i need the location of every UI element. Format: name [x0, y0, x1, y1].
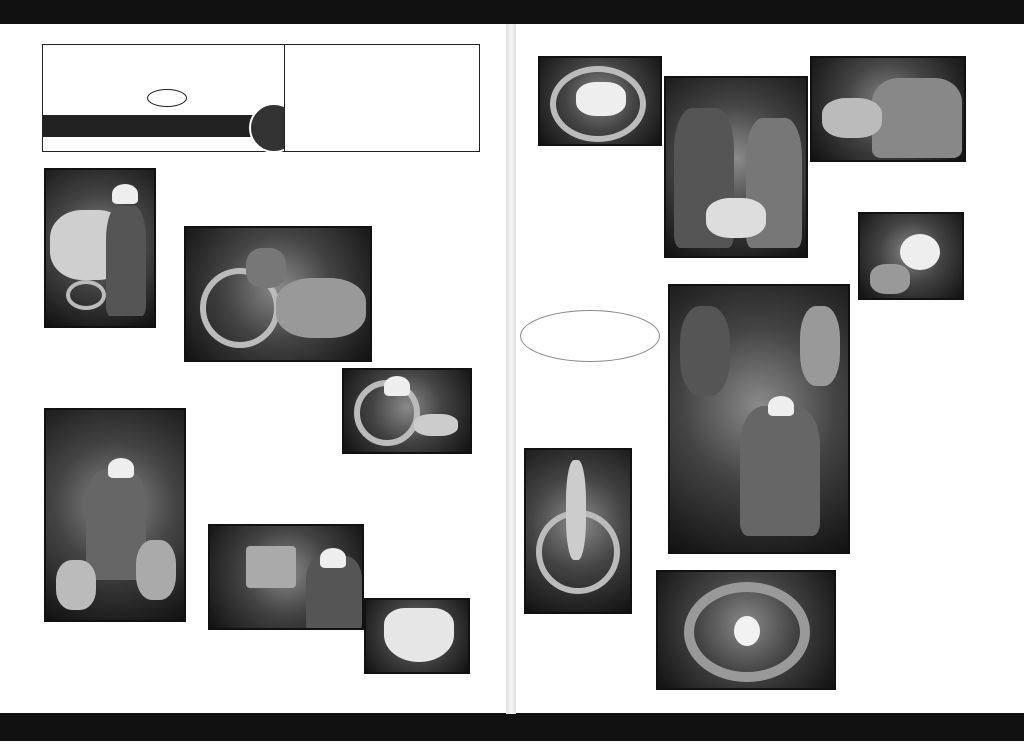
photo-street-scene — [668, 284, 850, 554]
photo-worker-hose — [44, 408, 186, 622]
intro-box — [284, 44, 480, 152]
photo-worker-lining-material — [44, 168, 156, 328]
photo-lining-emerging — [538, 56, 662, 146]
photo-hot-water-prep — [810, 56, 966, 162]
photo-finished-inlet — [656, 570, 836, 690]
title-izento — [147, 89, 187, 107]
photo-cutting-excess — [524, 448, 632, 614]
photo-robot-part — [342, 368, 472, 454]
photo-tv-monitor — [208, 524, 364, 630]
photo-pulling-up — [664, 76, 808, 258]
notice-recruit — [520, 310, 660, 362]
page-gutter — [506, 24, 516, 714]
bottom-film-strip — [0, 713, 1024, 741]
photo-robot-insertion — [184, 226, 372, 362]
photo-flange-fixed — [364, 598, 470, 674]
top-film-strip — [0, 0, 1024, 24]
series-title-block — [42, 44, 300, 152]
photo-temperature-check — [858, 212, 964, 300]
